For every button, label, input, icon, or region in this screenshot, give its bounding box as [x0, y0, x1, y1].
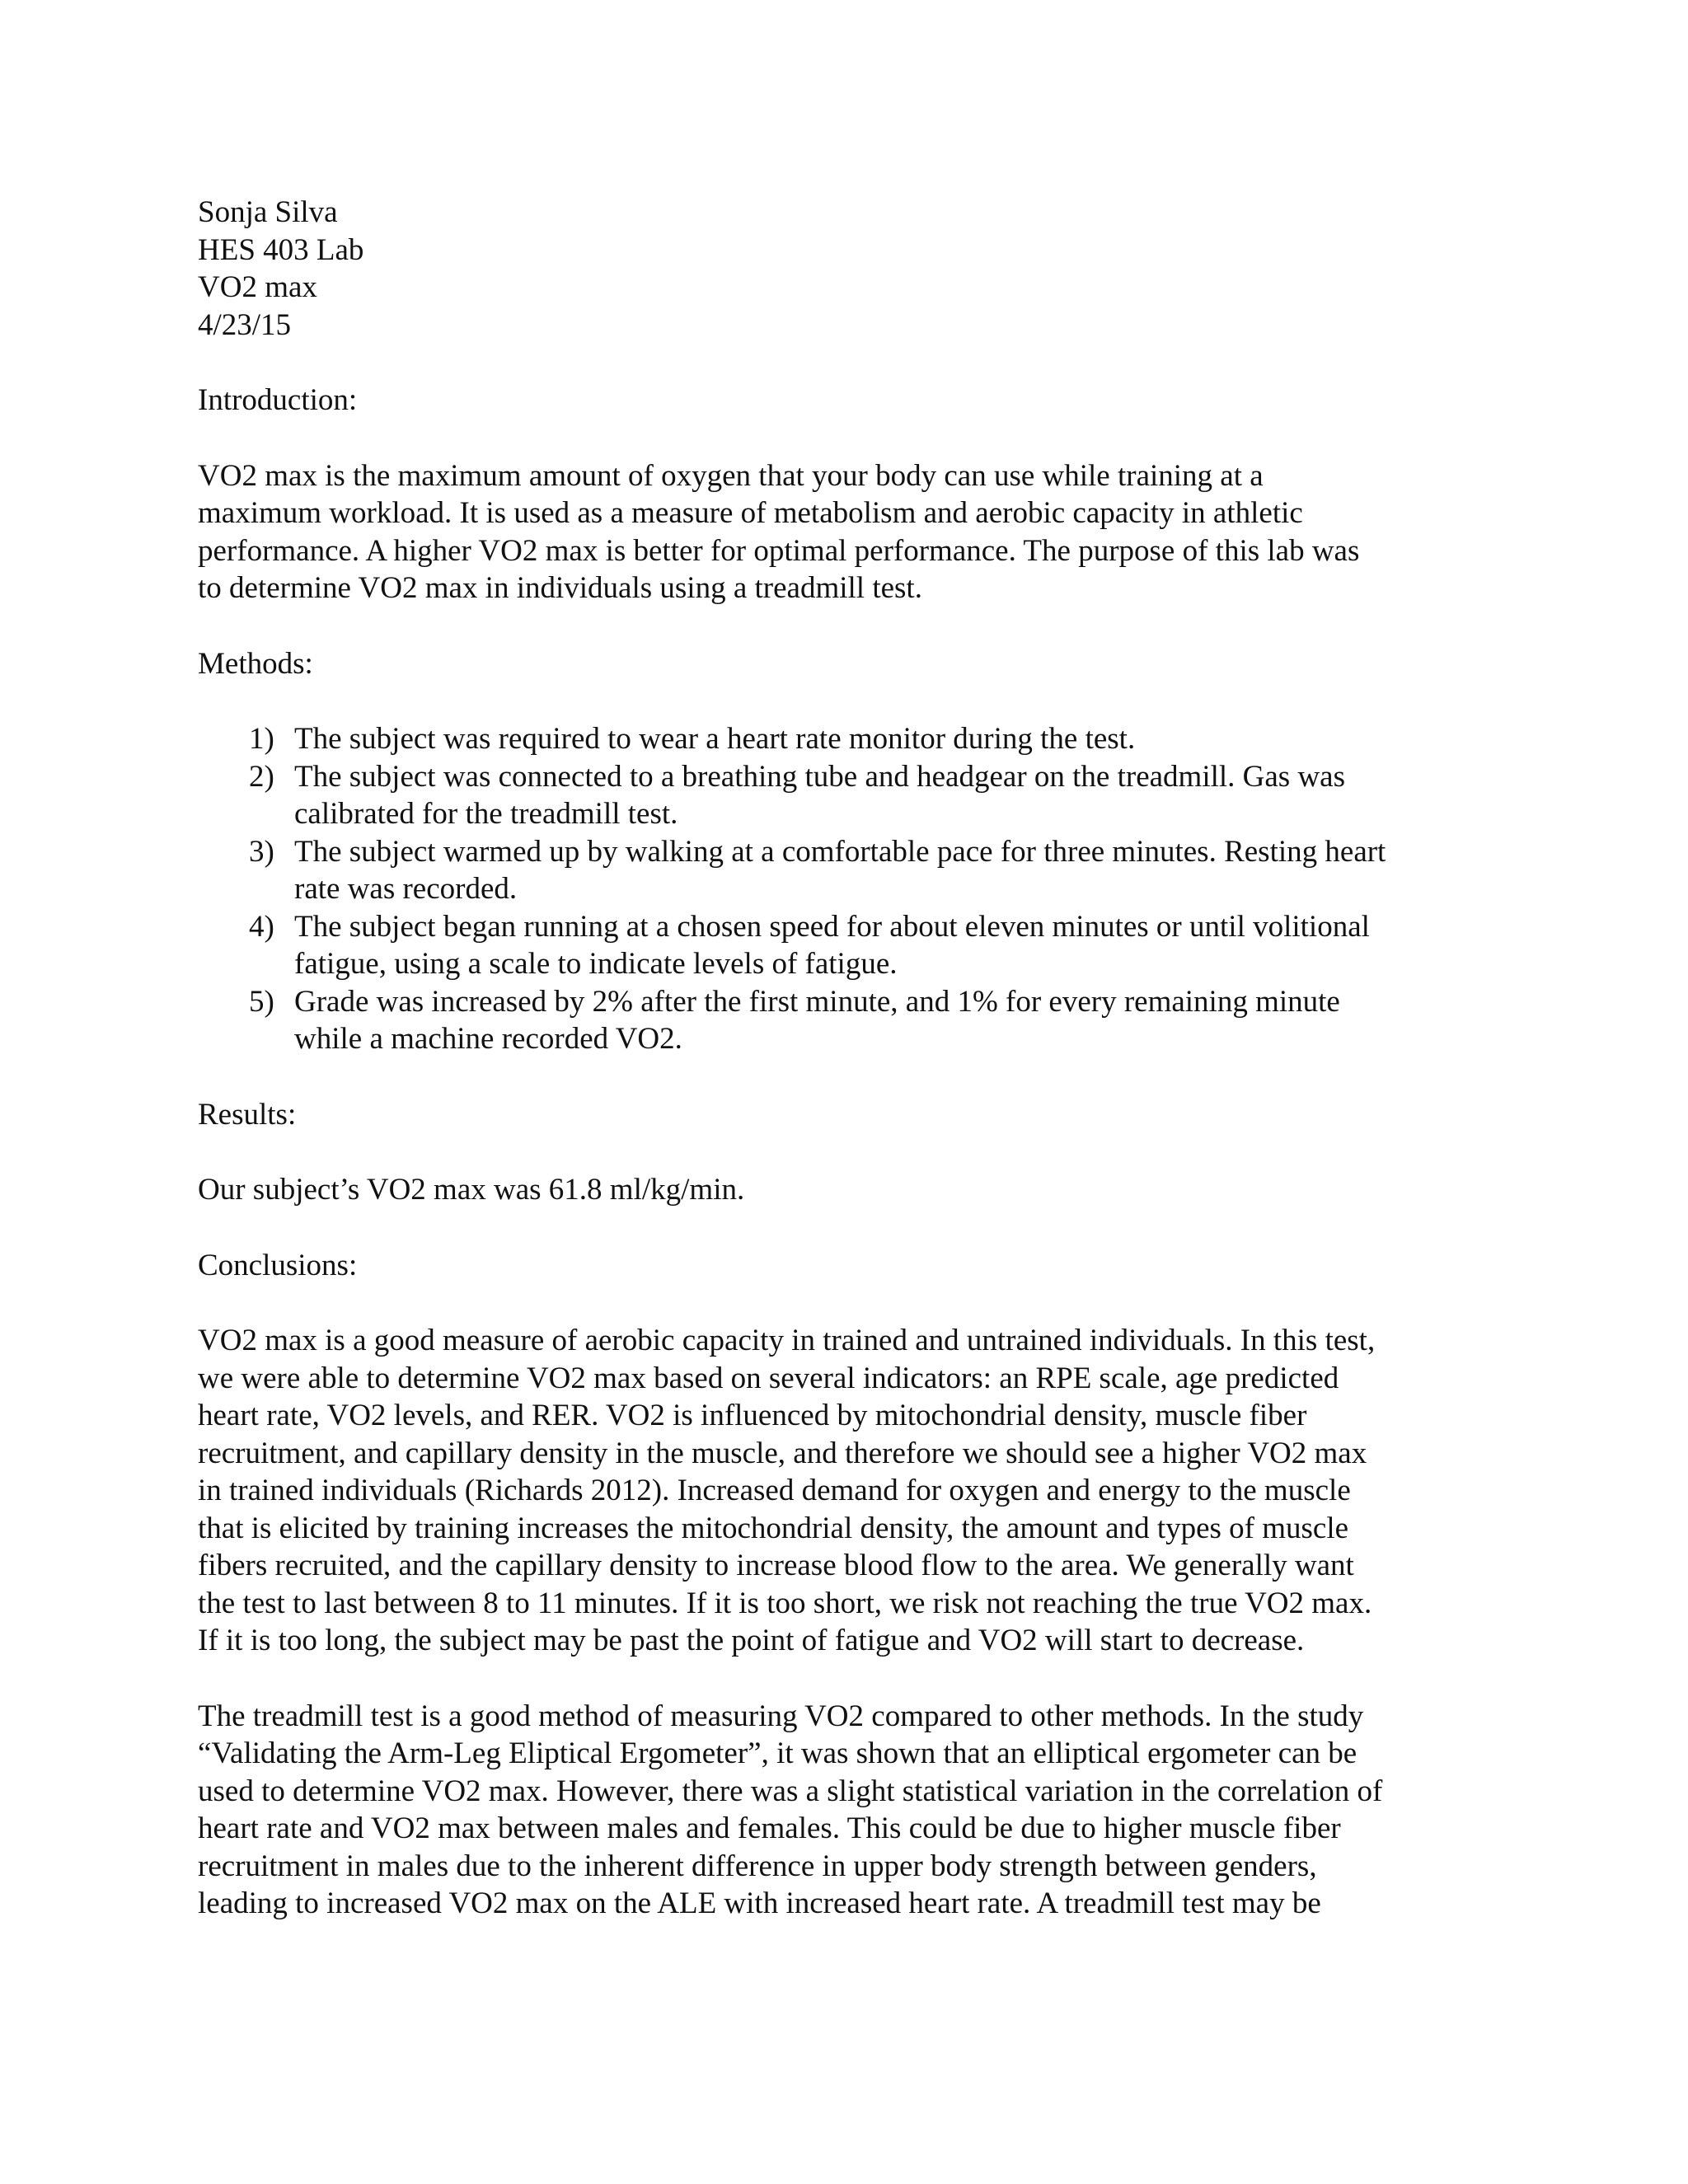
conclusions-heading: Conclusions:	[198, 1248, 358, 1282]
report-date: 4/23/15	[198, 307, 292, 342]
paragraph-line: The treadmill test is a good method of measuring VO2 compared to other methods. In the study	[198, 1699, 1364, 1733]
paragraph-line: used to determine VO2 max. However, there was a slight statistical variation in the correlation of	[198, 1774, 1383, 1808]
method-step	[198, 983, 1517, 1058]
step-line: The subject warmed up by walking at a comfortable pace for three minutes. Resting heart	[294, 834, 1386, 869]
method-step	[198, 720, 1517, 758]
step-line: rate was recorded.	[294, 872, 518, 906]
paragraph-line: heart rate and VO2 max between males and females. This could be due to higher muscle fiber	[198, 1811, 1341, 1845]
conclusions-paragraph-1	[198, 1322, 1517, 1660]
method-step	[198, 758, 1517, 833]
course-name: HES 403 Lab	[198, 232, 364, 267]
step-line: The subject was required to wear a heart rate monitor during the test.	[294, 722, 1136, 756]
step-number: 5)	[249, 984, 274, 1019]
method-step	[198, 908, 1517, 983]
lab-topic: VO2 max	[198, 270, 317, 304]
header-block	[198, 194, 1517, 344]
step-number: 2)	[249, 759, 274, 794]
step-line: calibrated for the treadmill test.	[294, 797, 678, 831]
paragraph-line: recruitment in males due to the inherent difference in upper body strength between genders,	[198, 1849, 1317, 1883]
paragraph-line: If it is too long, the subject may be past the point of fatigue and VO2 will start to decrease.	[198, 1624, 1305, 1657]
paragraph-line: to determine VO2 max in individuals using a treadmill test.	[198, 571, 922, 605]
step-number: 3)	[249, 834, 274, 869]
methods-list	[198, 720, 1517, 1058]
step-number: 1)	[249, 722, 274, 756]
paragraph-line: VO2 max is the maximum amount of oxygen that your body can use while training at a	[198, 458, 1264, 493]
paragraph-line: performance. A higher VO2 max is better for optimal performance. The purpose of this lab was	[198, 533, 1360, 568]
paragraph-line: in trained individuals (Richards 2012). Increased demand for oxygen and energy to the muscle	[198, 1474, 1351, 1507]
paragraph-line: heart rate, VO2 levels, and RER. VO2 is influenced by mitochondrial density, muscle fiber	[198, 1399, 1307, 1432]
paragraph-line: maximum workload. It is used as a measure of metabolism and aerobic capacity in athletic	[198, 496, 1303, 530]
step-line: The subject was connected to a breathing tube and headgear on the treadmill. Gas was	[294, 759, 1346, 794]
conclusions-paragraph-2	[198, 1698, 1517, 1923]
paragraph-line: “Validating the Arm-Leg Eliptical Ergometer”, it was shown that an elliptical ergometer can be	[198, 1736, 1357, 1770]
step-line: Grade was increased by 2% after the first minute, and 1% for every remaining minute	[294, 984, 1340, 1019]
paragraph-line: that is elicited by training increases the mitochondrial density, the amount and types of muscle	[198, 1511, 1349, 1545]
step-line: while a machine recorded VO2.	[294, 1022, 682, 1056]
method-step	[198, 833, 1517, 908]
step-number: 4)	[249, 909, 274, 944]
paragraph-line: recruitment, and capillary density in the muscle, and therefore we should see a higher VO2 max	[198, 1436, 1367, 1470]
paragraph-line: the test to last between 8 to 11 minutes. If it is too short, we risk not reaching the true VO2 max.	[198, 1586, 1372, 1620]
methods-heading: Methods:	[198, 646, 313, 681]
paragraph-line: leading to increased VO2 max on the ALE with increased heart rate. A treadmill test may be	[198, 1886, 1321, 1920]
paragraph-line: we were able to determine VO2 max based on several indicators: an RPE scale, age predicted	[198, 1361, 1339, 1395]
step-line: The subject began running at a chosen speed for about eleven minutes or until volitional	[294, 909, 1370, 944]
author-name: Sonja Silva	[198, 195, 338, 229]
paragraph-line: VO2 max is a good measure of aerobic capacity in trained and untrained individuals. In this test,	[198, 1324, 1376, 1357]
results-heading: Results:	[198, 1097, 297, 1132]
step-line: fatigue, using a scale to indicate levels of fatigue.	[294, 947, 898, 981]
paragraph-line: fibers recruited, and the capillary density to increase blood flow to the area. We generally want	[198, 1549, 1354, 1582]
introduction-paragraph	[198, 457, 1517, 607]
results-text: Our subject’s VO2 max was 61.8 ml/kg/min.	[198, 1173, 745, 1207]
document-body	[198, 194, 1517, 1923]
introduction-heading: Introduction:	[198, 383, 358, 417]
